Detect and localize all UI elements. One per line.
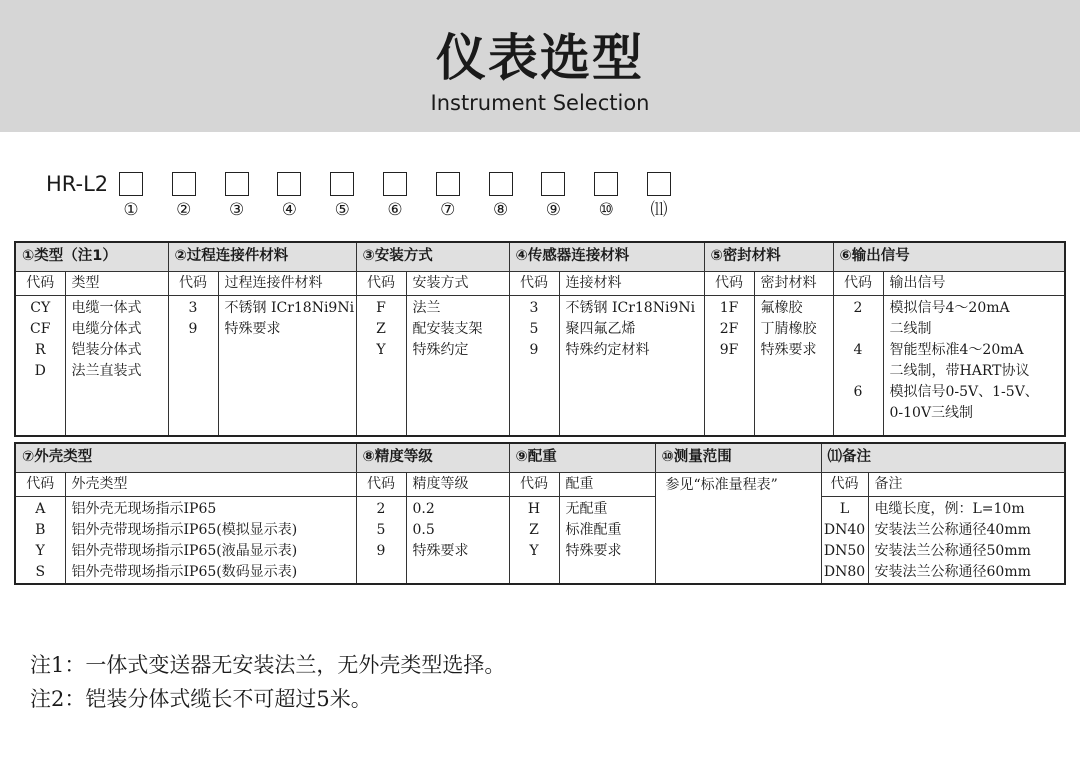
- sensor-connection-name-header: 连接材料: [559, 271, 704, 295]
- output-names: [883, 295, 1065, 436]
- range-text: 参见“标准量程表”: [655, 472, 821, 584]
- process-connection-title: ②过程连接件材料: [168, 242, 356, 271]
- cell-line: 不锈钢 ICr18Ni9Ni: [565, 299, 696, 316]
- cell-line: 2F: [719, 320, 739, 337]
- seal-title: ⑤密封材料: [704, 242, 833, 271]
- output-codes: [833, 295, 883, 436]
- process-connection-code-header: 代码: [168, 271, 218, 295]
- type-name-header: 类型: [65, 271, 168, 295]
- model-code-position: ①: [123, 200, 139, 220]
- mounting-name-header: 安装方式: [406, 271, 509, 295]
- mounting-names: [406, 295, 509, 436]
- model-code-box: [225, 172, 249, 196]
- cell-line: 特殊要求: [412, 542, 469, 559]
- sensor-connection-codes: [509, 295, 559, 436]
- model-code-box: [277, 172, 301, 196]
- cell-line: 电缆长度，例：L=10m: [874, 500, 1025, 517]
- cell-line: 5: [529, 320, 539, 337]
- type-code-header: 代码: [15, 271, 65, 295]
- sensor-connection-names: [559, 295, 704, 436]
- sensor-connection-title: ④传感器连接材料: [509, 242, 704, 271]
- range-title: ⑩测量范围: [655, 443, 821, 472]
- cell-line: 电缆一体式: [71, 299, 142, 316]
- model-code-box: [330, 172, 354, 196]
- cell-line: 智能型标准4～20mA: [889, 341, 1024, 358]
- model-code-position: ④: [281, 200, 298, 220]
- model-code-box: [541, 172, 565, 196]
- cell-line: D: [34, 362, 46, 379]
- cell-line: 安装法兰公称通径60mm: [874, 563, 1031, 580]
- cell-line: B: [35, 521, 46, 538]
- cell-line: 0.5: [412, 521, 435, 538]
- cell-line: 9: [188, 320, 198, 337]
- sensor-connection-code-header: 代码: [509, 271, 559, 295]
- counterweight-title: ⑨配重: [509, 443, 655, 472]
- cell-line: DN40: [823, 521, 866, 538]
- selection-table-2: [14, 442, 1066, 585]
- cell-line: 二线制: [889, 320, 932, 337]
- accuracy-title: ⑧精度等级: [356, 443, 509, 472]
- mounting-code-header: 代码: [356, 271, 406, 295]
- cell-line: 2: [853, 299, 863, 316]
- cell-line: A: [35, 500, 46, 517]
- cell-line: R: [34, 341, 46, 358]
- model-code-box: [594, 172, 618, 196]
- counterweight-names: [559, 496, 655, 584]
- cell-line: DN50: [823, 542, 866, 559]
- accuracy-names: [406, 496, 509, 584]
- cell-line: 铝外壳无现场指示IP65: [71, 500, 217, 517]
- cell-line: 4: [853, 341, 863, 358]
- process-connection-names: [218, 295, 356, 436]
- cell-line: 特殊约定: [412, 341, 469, 358]
- model-code-position: ⑤: [334, 200, 350, 220]
- cell-line: 不锈钢 ICr18Ni9Ni: [224, 299, 355, 316]
- selection-table-1: [14, 241, 1066, 437]
- seal-name-header: 密封材料: [754, 271, 833, 295]
- remarks-names: [868, 496, 1065, 584]
- seal-names: [754, 295, 833, 436]
- cell-line: 0.2: [412, 500, 435, 517]
- housing-code-header: 代码: [15, 472, 65, 496]
- cell-line: 特殊要求: [565, 542, 622, 559]
- cell-line: 法兰直装式: [71, 362, 142, 379]
- model-prefix: HR-L2: [46, 172, 109, 196]
- model-code-box: [647, 172, 671, 196]
- cell-line: 特殊要求: [760, 341, 817, 358]
- header-banner: [0, 0, 1080, 132]
- cell-line: 特殊要求: [224, 320, 281, 337]
- cell-line: 3: [188, 299, 198, 316]
- accuracy-codes: [356, 496, 406, 584]
- cell-line: 模拟信号4～20mA: [889, 299, 1010, 316]
- cell-line: 法兰: [412, 299, 441, 316]
- cell-line: L: [839, 500, 850, 517]
- cell-line: 聚四氟乙烯: [565, 320, 636, 337]
- remarks-name-header: 备注: [868, 472, 1065, 496]
- cell-line: 模拟信号0-5V、1-5V、: [889, 383, 1039, 400]
- remarks-title: ⑾备注: [821, 443, 1065, 472]
- cell-line: [834, 361, 883, 382]
- remarks-code-header: 代码: [821, 472, 868, 496]
- cell-line: 9F: [719, 341, 739, 358]
- model-code-position: ⑩: [598, 200, 614, 220]
- cell-line: [834, 403, 883, 424]
- seal-code-header: 代码: [704, 271, 754, 295]
- cell-line: 丁腈橡胶: [760, 320, 817, 337]
- accuracy-name-header: 精度等级: [406, 472, 509, 496]
- mounting-title: ③安装方式: [356, 242, 509, 271]
- cell-line: 电缆分体式: [71, 320, 142, 337]
- cell-line: Z: [376, 320, 386, 337]
- cell-line: Y: [35, 542, 45, 559]
- output-title: ⑥输出信号: [833, 242, 1065, 271]
- cell-line: 铝外壳带现场指示IP65(液晶显示表): [71, 542, 298, 559]
- cell-line: 3: [529, 299, 539, 316]
- cell-line: CF: [30, 320, 51, 337]
- model-code-box: [489, 172, 513, 196]
- type-codes: [15, 295, 65, 436]
- cell-line: 铝外壳带现场指示IP65(数码显示表): [71, 563, 298, 580]
- counterweight-code-header: 代码: [509, 472, 559, 496]
- cell-line: 2: [376, 500, 386, 517]
- model-code-position: ⑧: [492, 200, 509, 220]
- accuracy-code-header: 代码: [356, 472, 406, 496]
- cell-line: 配安装支架: [412, 320, 483, 337]
- cell-line: 无配重: [565, 500, 608, 517]
- page-title: 仪表选型: [436, 29, 644, 87]
- cell-line: 标准配重: [565, 521, 622, 538]
- type-names: [65, 295, 168, 436]
- counterweight-codes: [509, 496, 559, 584]
- counterweight-name-header: 配重: [559, 472, 655, 496]
- process-connection-name-header: 过程连接件材料: [218, 271, 356, 295]
- cell-line: 安装法兰公称通径40mm: [874, 521, 1031, 538]
- cell-line: CY: [30, 299, 51, 316]
- cell-line: 1F: [719, 299, 739, 316]
- cell-line: [834, 319, 883, 340]
- model-code-box: [383, 172, 407, 196]
- cell-line: 9: [376, 542, 386, 559]
- model-code-box: [119, 172, 143, 196]
- cell-line: 9: [529, 341, 539, 358]
- housing-names: [65, 496, 356, 584]
- cell-line: 氟橡胶: [760, 299, 803, 316]
- cell-line: 二线制，带HART协议: [889, 362, 1030, 379]
- model-code-position: ⑥: [387, 200, 403, 220]
- model-code-position: ⑨: [545, 200, 562, 220]
- housing-codes: [15, 496, 65, 584]
- note-2: 注2：铠装分体式缆长不可超过5米。: [30, 687, 372, 711]
- notes: [30, 648, 505, 716]
- cell-line: S: [35, 563, 46, 580]
- type-title: ①类型（注1）: [15, 242, 168, 271]
- model-code-box: [172, 172, 196, 196]
- cell-line: 5: [376, 521, 386, 538]
- cell-line: 6: [853, 383, 863, 400]
- remarks-codes: [821, 496, 868, 584]
- output-name-header: 输出信号: [883, 271, 1065, 295]
- cell-line: 铝外壳带现场指示IP65(模拟显示表): [71, 521, 298, 538]
- cell-line: DN80: [823, 563, 866, 580]
- seal-codes: [704, 295, 754, 436]
- model-code-position: ②: [176, 200, 192, 220]
- page-subtitle: Instrument Selection: [430, 91, 650, 115]
- cell-line: 铠装分体式: [71, 341, 142, 358]
- housing-name-header: 外壳类型: [65, 472, 356, 496]
- cell-line: 0-10V三线制: [889, 404, 974, 421]
- cell-line: Z: [529, 521, 539, 538]
- cell-line: 特殊约定材料: [565, 341, 650, 358]
- cell-line: Y: [529, 542, 539, 559]
- housing-title: ⑦外壳类型: [15, 443, 356, 472]
- process-connection-codes: [168, 295, 218, 436]
- cell-line: H: [527, 500, 541, 517]
- model-code-box: [436, 172, 460, 196]
- model-code-position: ⑦: [440, 200, 456, 220]
- cell-line: F: [376, 299, 386, 316]
- mounting-codes: [356, 295, 406, 436]
- cell-line: Y: [376, 341, 386, 358]
- cell-line: 安装法兰公称通径50mm: [874, 542, 1031, 559]
- note-1: 注1：一体式变送器无安装法兰，无外壳类型选择。: [30, 653, 506, 677]
- model-code-position: ③: [228, 200, 245, 220]
- output-code-header: 代码: [833, 271, 883, 295]
- model-code-position: ⑾: [650, 200, 668, 220]
